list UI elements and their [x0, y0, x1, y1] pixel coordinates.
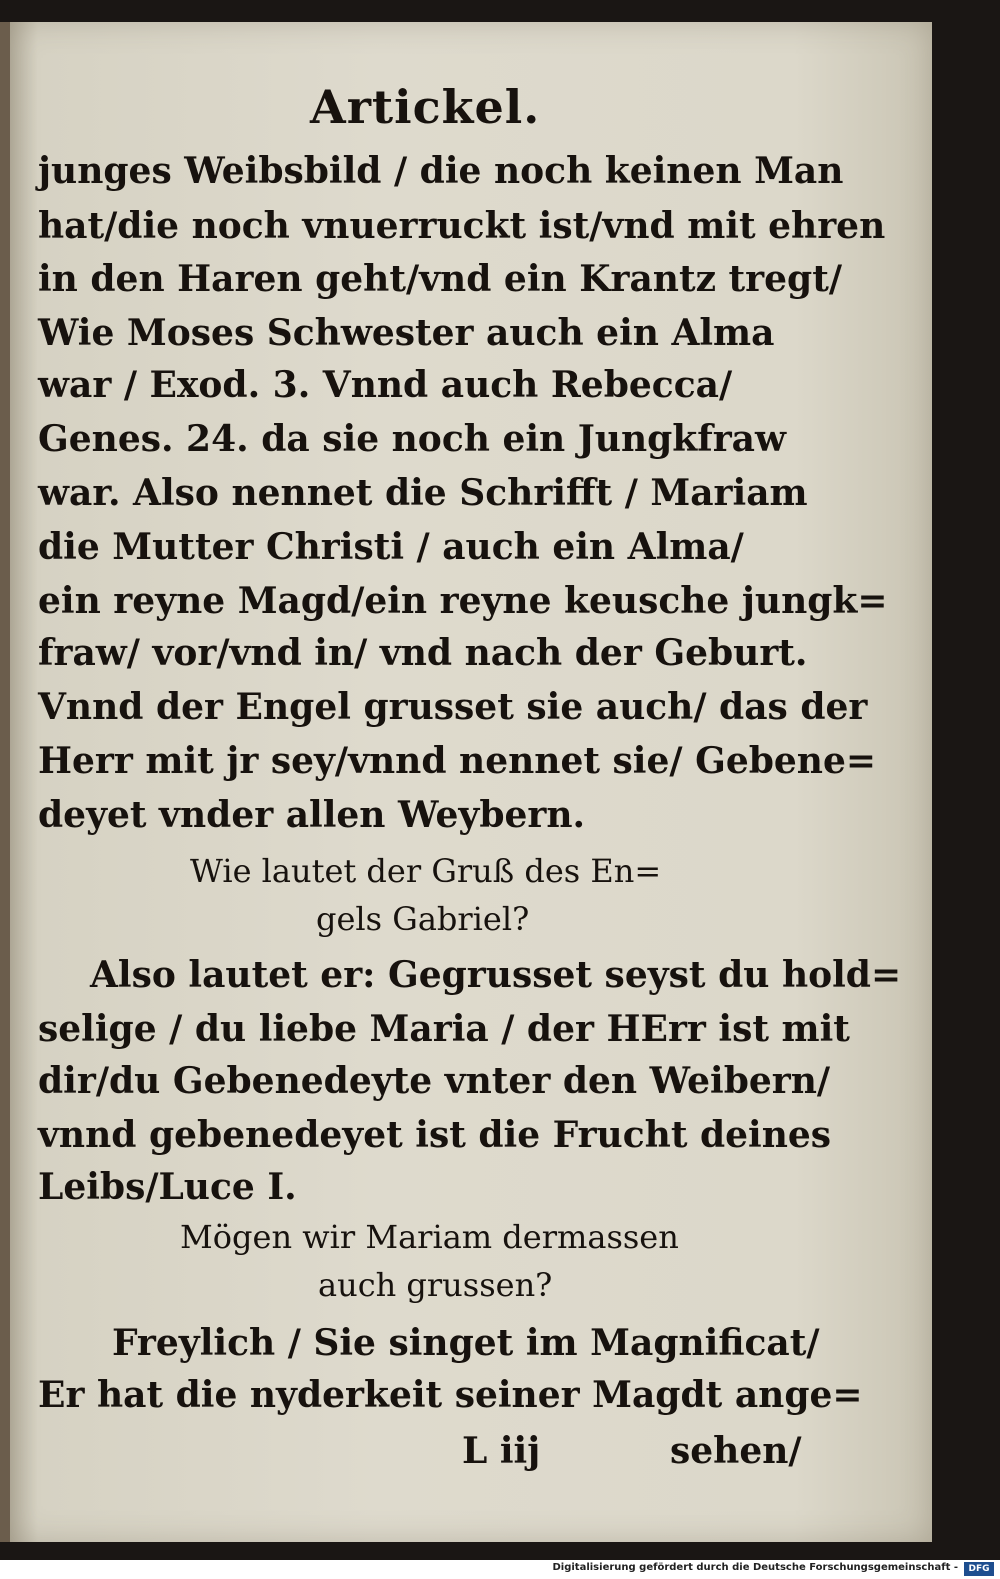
- text-line: hat/die noch vnuerruckt ist/vnd mit ehren: [38, 205, 886, 247]
- text-line: die Mutter Christi / auch ein Alma/: [38, 526, 744, 568]
- question-line: Wie lautet der Gruß des En=: [190, 852, 662, 890]
- text-line: Genes. 24. da sie noch ein Jungkfraw: [38, 418, 787, 460]
- text-line: fraw/ vor/vnd in/ vnd nach der Geburt.: [38, 632, 808, 674]
- question-line: gels Gabriel?: [316, 900, 530, 938]
- catchword: sehen/: [670, 1430, 802, 1472]
- text-line: war / Exod. 3. Vnnd auch Rebecca/: [38, 364, 733, 406]
- book-page: [10, 22, 932, 1542]
- answer-line: Leibs/Luce I.: [38, 1166, 297, 1208]
- answer-line: Also lautet er: Gegrusset seyst du hold=: [90, 954, 902, 996]
- text-line: Herr mit jr sey/vnnd nennet sie/ Gebene=: [38, 740, 877, 782]
- text-line: Vnnd der Engel grusset sie auch/ das der: [38, 686, 868, 728]
- answer-line: Freylich / Sie singet im Magnificat/: [112, 1322, 820, 1364]
- text-line: junges Weibsbild / die noch keinen Man: [38, 150, 844, 192]
- page-header: Artickel.: [310, 80, 541, 134]
- text-line: deyet vnder allen Weybern.: [38, 794, 586, 836]
- question-line: Mögen wir Mariam dermassen: [180, 1218, 679, 1256]
- footer-credit: Digitalisierung gefördert durch die Deutsche Forschungsgemeinschaft -: [552, 1562, 958, 1573]
- page-spine-edge: [0, 22, 10, 1542]
- question-line: auch grussen?: [318, 1266, 553, 1304]
- text-line: Wie Moses Schwester auch ein Alma: [38, 312, 775, 354]
- signature-mark: L iij: [462, 1430, 541, 1472]
- text-line: ein reyne Magd/ein reyne keusche jungk=: [38, 580, 888, 622]
- answer-line: vnnd gebenedeyet ist die Frucht deines: [38, 1114, 832, 1156]
- answer-line: dir/du Gebenedeyte vnter den Weibern/: [38, 1060, 831, 1102]
- digitization-footer: [0, 1560, 1000, 1579]
- answer-line: selige / du liebe Maria / der HErr ist mit: [38, 1008, 850, 1050]
- answer-line: Er hat die nyderkeit seiner Magdt ange=: [38, 1374, 863, 1416]
- dfg-logo: DFG: [964, 1562, 994, 1576]
- text-line: in den Haren geht/vnd ein Krantz tregt/: [38, 258, 843, 300]
- text-line: war. Also nennet die Schrifft / Mariam: [38, 472, 808, 514]
